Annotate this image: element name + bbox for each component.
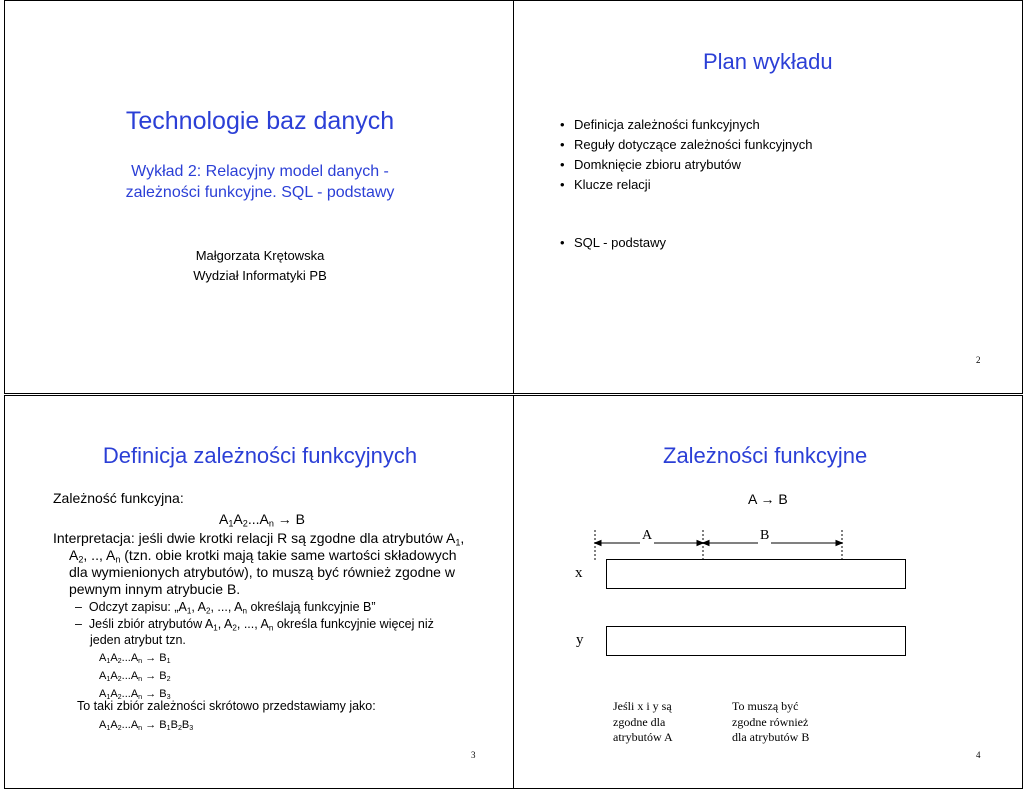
summary-text: To taki zbiór zależności skrótowo przedstawiamy jako:	[77, 699, 376, 713]
slide-1-author-block	[5, 246, 515, 286]
arrow-head	[836, 541, 842, 546]
caption-left-line: zgodne dla	[613, 714, 666, 729]
intro-text: Zależność funkcyjna:	[53, 490, 184, 506]
slide-3-title: Definicja zależności funkcyjnych	[102, 443, 418, 468]
list-item: • Domknięcie zbioru atrybutów	[558, 155, 812, 175]
caption-left-line: atrybutów A	[613, 730, 673, 744]
plan-list	[558, 115, 812, 195]
caption-right-line: To muszą być	[732, 699, 799, 713]
plan-list-sql	[558, 233, 666, 253]
label-x: x	[575, 565, 583, 581]
dash-item-1: – Odczyt zapisu: $„A_1$, $A_2$, ..., $A_n$ określają funkcyjnie B”	[75, 600, 376, 616]
slide-3	[4, 395, 514, 789]
formula: A → B	[748, 491, 788, 507]
fd-list	[99, 649, 171, 703]
slide-4-title: Zależności funkcyjne	[663, 443, 868, 468]
slide-2	[513, 0, 1023, 394]
list-item: • Klucze relacji	[558, 175, 812, 195]
caption-right-line: dla atrybutów B	[732, 730, 810, 744]
slide-1-subtitle	[5, 161, 515, 203]
list-item: • SQL - podstawy	[558, 233, 666, 253]
fd-1: $A_1A_2...A_n \to B_1$	[99, 652, 171, 666]
page-number: 2	[976, 355, 981, 365]
label-b: B	[760, 528, 770, 543]
fd-combined: $A_1A_2...A_n \to B_1B_2B_3$	[99, 719, 194, 733]
fd-2: $A_1A_2...A_n \to B_2$	[99, 670, 171, 684]
label-y: y	[576, 632, 584, 648]
page-number: 4	[976, 750, 981, 760]
formula-main: $A_1A_2...A_n \to B$	[219, 511, 306, 529]
caption-right	[732, 699, 809, 746]
slide-1	[4, 0, 514, 394]
subtitle-line-2: zależności funkcyjne. SQL - podstawy	[125, 184, 395, 201]
caption-right-line: zgodne również	[732, 714, 809, 729]
page-number: 3	[471, 750, 476, 760]
arrow-head	[595, 541, 601, 546]
list-item: • Reguły dotyczące zależności funkcyjnych	[558, 135, 812, 155]
subtitle-line-1: Wykład 2: Relacyjny model danych -	[131, 163, 389, 180]
affiliation: Wydział Informatyki PB	[193, 268, 327, 283]
tuple-y-bar	[606, 626, 906, 656]
tuple-x-bar	[606, 559, 906, 589]
label-a: A	[642, 528, 653, 543]
arrow-head	[703, 541, 709, 546]
fd-3: $A_1A_2...A_n \to B_3$	[99, 688, 171, 702]
slide-4	[513, 395, 1023, 789]
slide-2-title: Plan wykładu	[703, 49, 833, 74]
list-item: • Definicja zależności funkcyjnych	[558, 115, 812, 135]
author: Małgorzata Krętowska	[195, 248, 325, 263]
caption-left-line: Jeśli x i y są	[613, 699, 672, 713]
interpretation-text: Interpretacja: jeśli dwie krotki relacji R są zgodne dla atrybutów $A_1$, $A_2$, .., $A_n$ (tzn. obie krotki mają takie same wartości składowych dla wymienionych atrybutów), to muszą być również zgodne w pewnym innym atrybucie B.	[53, 530, 465, 597]
caption-left	[613, 699, 673, 746]
dash-item-2: – Jeśli zbiór atrybutów $A_1$, $A_2$, ..., $A_n$ określa funkcyjnie więcej niż jeden atrybut tzn.	[75, 617, 434, 647]
slide-1-title: Technologie baz danych	[125, 107, 395, 135]
